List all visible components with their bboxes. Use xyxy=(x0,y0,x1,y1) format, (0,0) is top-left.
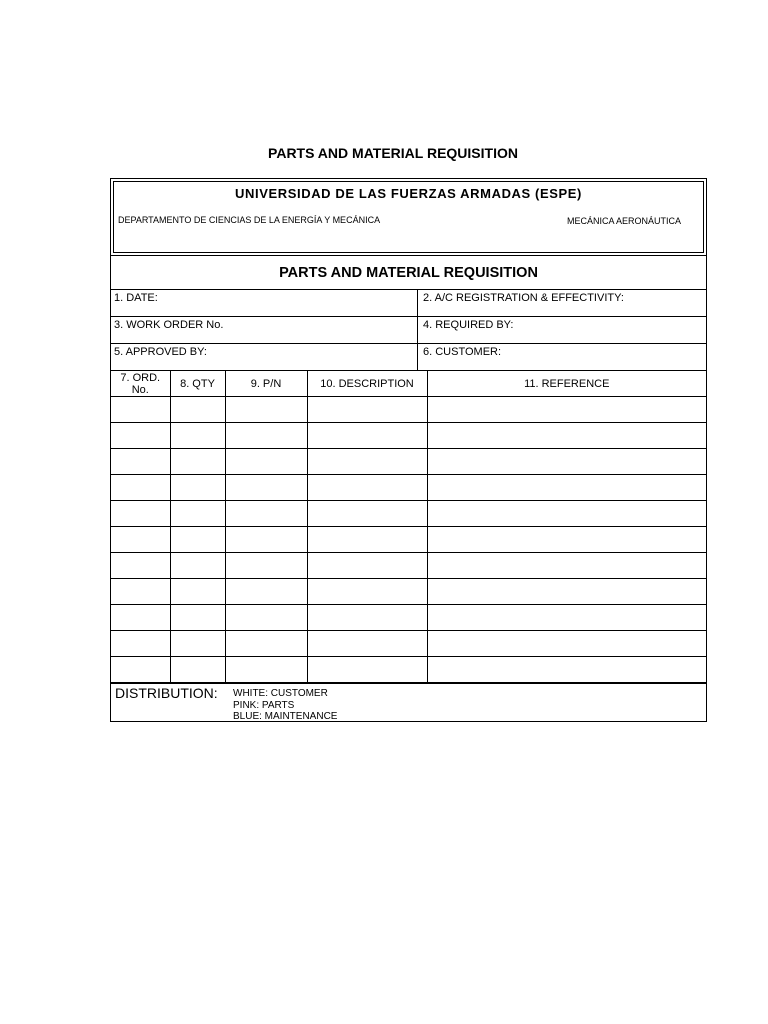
qty-cell[interactable] xyxy=(170,475,225,501)
pn-cell[interactable] xyxy=(225,527,307,553)
date-field[interactable]: 1. DATE: xyxy=(111,290,418,316)
table-row xyxy=(111,501,706,527)
institution-header xyxy=(113,181,704,253)
reference-cell[interactable] xyxy=(427,475,706,501)
ord-no-cell[interactable] xyxy=(111,449,170,475)
col-qty: 8. QTY xyxy=(170,371,225,397)
ord-no-cell[interactable] xyxy=(111,501,170,527)
reference-cell[interactable] xyxy=(427,605,706,631)
ord-no-cell[interactable] xyxy=(111,397,170,423)
customer-field[interactable]: 6. CUSTOMER: xyxy=(423,346,502,358)
table-row xyxy=(111,475,706,501)
pn-cell[interactable] xyxy=(225,423,307,449)
page-title: PARTS AND MATERIAL REQUISITION xyxy=(268,145,518,161)
col-reference: 11. REFERENCE xyxy=(427,371,706,397)
ord-no-cell[interactable] xyxy=(111,631,170,657)
ord-no-cell[interactable] xyxy=(111,423,170,449)
description-cell[interactable] xyxy=(307,553,427,579)
pn-cell[interactable] xyxy=(225,501,307,527)
table-row xyxy=(111,605,706,631)
qty-cell[interactable] xyxy=(170,423,225,449)
reference-cell[interactable] xyxy=(427,397,706,423)
col-description: 10. DESCRIPTION xyxy=(307,371,427,397)
col-pn: 9. P/N xyxy=(225,371,307,397)
ord-no-cell[interactable] xyxy=(111,605,170,631)
pn-cell[interactable] xyxy=(225,579,307,605)
table-row xyxy=(111,397,706,423)
description-cell[interactable] xyxy=(307,397,427,423)
ord-no-cell[interactable] xyxy=(111,553,170,579)
qty-cell[interactable] xyxy=(170,553,225,579)
distribution-item: WHITE: CUSTOMER xyxy=(233,688,328,699)
reference-cell[interactable] xyxy=(427,449,706,475)
form-title: PARTS AND MATERIAL REQUISITION xyxy=(111,255,706,289)
distribution-list xyxy=(233,688,337,723)
description-cell[interactable] xyxy=(307,657,427,683)
table-row xyxy=(111,553,706,579)
distribution-section xyxy=(111,683,706,721)
info-row-2 xyxy=(111,316,706,343)
program-name: MECÁNICA AERONÁUTICA xyxy=(566,216,681,226)
description-cell[interactable] xyxy=(307,631,427,657)
distribution-label: DISTRIBUTION: xyxy=(115,685,218,701)
description-cell[interactable] xyxy=(307,605,427,631)
table-row xyxy=(111,527,706,553)
description-cell[interactable] xyxy=(307,501,427,527)
description-cell[interactable] xyxy=(307,449,427,475)
col-ord-no: 7. ORD. No. xyxy=(111,371,170,397)
description-cell[interactable] xyxy=(307,579,427,605)
reference-cell[interactable] xyxy=(427,631,706,657)
description-cell[interactable] xyxy=(307,423,427,449)
table-row xyxy=(111,657,706,683)
qty-cell[interactable] xyxy=(170,449,225,475)
table-header-row xyxy=(111,371,706,397)
distribution-item: PINK: PARTS xyxy=(233,699,295,711)
pn-cell[interactable] xyxy=(225,475,307,501)
info-row-1 xyxy=(111,289,706,316)
ord-no-cell[interactable] xyxy=(111,657,170,683)
qty-cell[interactable] xyxy=(170,397,225,423)
qty-cell[interactable] xyxy=(170,579,225,605)
work-order-field[interactable]: 3. WORK ORDER No. xyxy=(111,317,418,343)
approved-by-field[interactable]: 5. APPROVED BY: xyxy=(111,344,418,370)
distribution-item: BLUE: MAINTENANCE xyxy=(233,711,338,722)
department-name: DEPARTAMENTO DE CIENCIAS DE LA ENERGÍA Y MECÁNICA xyxy=(118,215,381,225)
reference-cell[interactable] xyxy=(427,657,706,683)
table-row xyxy=(111,579,706,605)
ord-no-cell[interactable] xyxy=(111,527,170,553)
pn-cell[interactable] xyxy=(225,397,307,423)
pn-cell[interactable] xyxy=(225,605,307,631)
university-name: UNIVERSIDAD DE LAS FUERZAS ARMADAS (ESPE) xyxy=(235,186,582,201)
reference-cell[interactable] xyxy=(427,501,706,527)
table-row xyxy=(111,449,706,475)
required-by-field[interactable]: 4. REQUIRED BY: xyxy=(423,319,514,331)
ord-no-cell[interactable] xyxy=(111,475,170,501)
pn-cell[interactable] xyxy=(225,631,307,657)
description-cell[interactable] xyxy=(307,527,427,553)
reference-cell[interactable] xyxy=(427,579,706,605)
pn-cell[interactable] xyxy=(225,449,307,475)
info-row-3 xyxy=(111,343,706,370)
ord-no-cell[interactable] xyxy=(111,579,170,605)
items-table xyxy=(111,370,706,683)
table-row xyxy=(111,631,706,657)
qty-cell[interactable] xyxy=(170,631,225,657)
qty-cell[interactable] xyxy=(170,527,225,553)
qty-cell[interactable] xyxy=(170,657,225,683)
reference-cell[interactable] xyxy=(427,553,706,579)
table-row xyxy=(111,423,706,449)
description-cell[interactable] xyxy=(307,475,427,501)
pn-cell[interactable] xyxy=(225,553,307,579)
reference-cell[interactable] xyxy=(427,527,706,553)
qty-cell[interactable] xyxy=(170,501,225,527)
pn-cell[interactable] xyxy=(225,657,307,683)
qty-cell[interactable] xyxy=(170,605,225,631)
ac-registration-field[interactable]: 2. A/C REGISTRATION & EFFECTIVITY: xyxy=(423,292,624,304)
requisition-form xyxy=(110,178,707,722)
reference-cell[interactable] xyxy=(427,423,706,449)
